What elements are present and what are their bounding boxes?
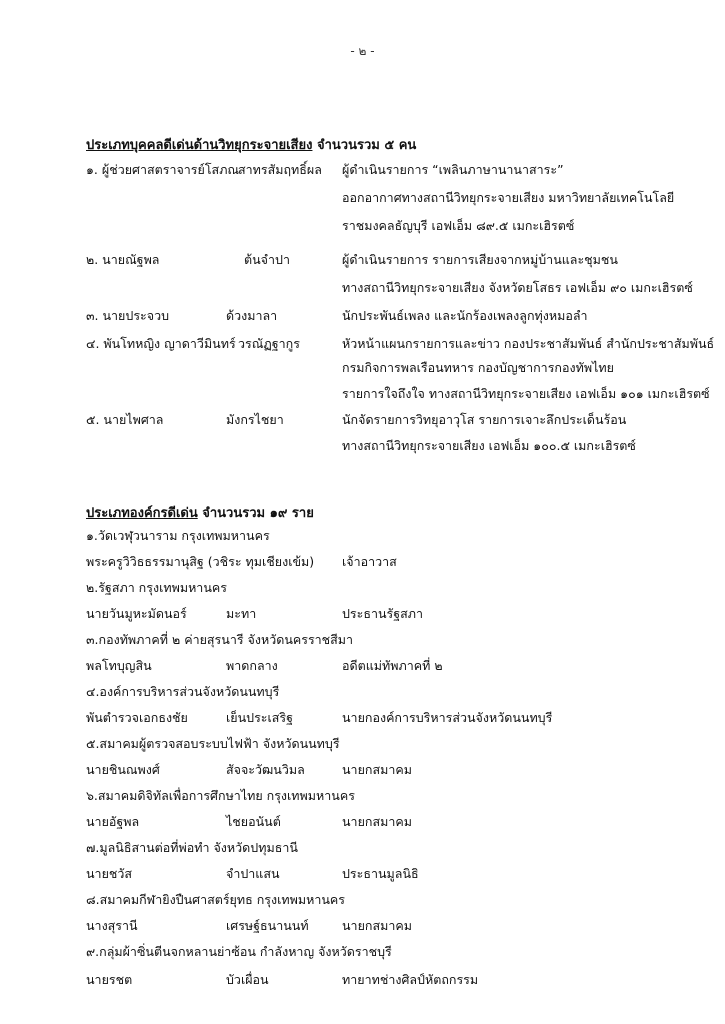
representative-name: นายรชต xyxy=(86,972,133,987)
person-row xyxy=(0,306,725,330)
section-heading-title: ประเภทบุคคลดีเด่นด้านวิทยุกระจายเสียง xyxy=(86,138,313,153)
org-representative-row xyxy=(0,656,725,680)
person-description: รายการใจถึงใจ ทางสถานีวิทยุกระจายเสียง เอฟเอ็ม ๑๐๑ เมกะเฮิรตซ์ xyxy=(342,386,710,401)
representative-name: นายชินณพงศ์ xyxy=(86,762,160,777)
representative-name: พระครูวิวิธธรรมานุสิฐ (วชิระ ทุมเชียงเข้ม) xyxy=(86,554,315,569)
representative-name: พลโทบุญสิน xyxy=(86,658,152,673)
person-row-continued xyxy=(0,188,725,212)
person-description: ราชมงคลธัญบุรี เอฟเอ็ม ๘๙.๕ เมกะเฮิรตซ์ xyxy=(342,218,575,233)
person-surname: วรณัฏฐากูร xyxy=(238,336,300,351)
person-row-continued xyxy=(0,278,725,302)
org-name: ๒.รัฐสภา กรุงเทพมหานคร xyxy=(86,580,227,595)
person-row xyxy=(0,334,725,358)
org-name: ๖.สมาคมดิจิทัลเพื่อการศึกษาไทย กรุงเทพมหานคร xyxy=(86,788,355,803)
person-row-continued xyxy=(0,436,725,460)
person-description: ผู้ดำเนินรายการ “เพลินภาษานานาสาระ” xyxy=(342,162,564,177)
person-row-continued xyxy=(0,384,725,408)
person-surname: ด้วงมาลา xyxy=(226,308,278,323)
org-row xyxy=(0,578,725,602)
person-description: นักประพันธ์เพลง และนักร้องเพลงลูกทุ่งหมอลำ xyxy=(342,308,588,323)
representative-role: นายกสมาคม xyxy=(342,918,412,933)
representative-name: นายชวัส xyxy=(86,866,133,881)
person-row xyxy=(0,410,725,434)
representative-role: นายกสมาคม xyxy=(342,814,412,829)
person-row xyxy=(0,250,725,274)
person-name: ๕. นายไพศาล xyxy=(86,412,164,427)
person-row xyxy=(0,160,725,184)
section-heading-count: จำนวนรวม ๑๙ ราย xyxy=(202,506,314,521)
representative-role: นายกสมาคม xyxy=(342,762,412,777)
org-row xyxy=(0,630,725,654)
org-name: ๘.สมาคมกีฬายิงปืนศาสตร์ยุทธ กรุงเทพมหานคร xyxy=(86,892,345,907)
org-representative-row xyxy=(0,708,725,732)
org-row xyxy=(0,526,725,550)
representative-name: นายวันมูหะมัดนอร์ xyxy=(86,606,187,621)
org-representative-row xyxy=(0,552,725,576)
org-row xyxy=(0,942,725,966)
representative-surname: บัวเผื่อน xyxy=(226,972,269,987)
representative-name: นายอัฐพล xyxy=(86,814,140,829)
person-description: กรมกิจการพลเรือนทหาร กองบัญชาการกองทัพไทย xyxy=(342,360,614,375)
representative-surname: เย็นประเสริฐ xyxy=(226,710,294,725)
org-name: ๗.มูลนิธิสานต่อที่พ่อทำ จังหวัดปทุมธานี xyxy=(86,840,298,855)
person-name: ๓. นายประจวบ xyxy=(86,308,170,323)
person-surname: มังกรไชยา xyxy=(226,412,284,427)
representative-role: อดีตแม่ทัพภาคที่ ๒ xyxy=(342,658,443,673)
org-representative-row xyxy=(0,916,725,940)
representative-surname: พาดกลาง xyxy=(226,658,278,673)
org-name: ๔.องค์การบริหารส่วนจังหวัดนนทบุรี xyxy=(86,684,280,699)
representative-surname: มะทา xyxy=(226,606,257,621)
org-row xyxy=(0,682,725,706)
org-name: ๙.กลุ่มผ้าซิ่นตีนจกหลานย่าซ้อน กำลังหาญ จังหวัดราชบุรี xyxy=(86,944,392,959)
org-representative-row xyxy=(0,760,725,784)
representative-surname: จำปาแสน xyxy=(226,866,280,881)
representative-role: ประธานมูลนิธิ xyxy=(342,866,419,881)
org-row xyxy=(0,786,725,810)
person-name: ๑. ผู้ช่วยศาสตราจารย์โสภณ xyxy=(86,162,240,177)
person-description: หัวหน้าแผนกรายการและข่าว กองประชาสัมพันธ์ สำนักประชาสัมพันธ์ xyxy=(342,336,715,351)
person-description: ทางสถานีวิทยุกระจายเสียง จังหวัดยโสธร เอฟเอ็ม ๙๐ เมกะเฮิรตซ์ xyxy=(342,280,693,295)
representative-name: พันตำรวจเอกธงชัย xyxy=(86,710,188,725)
org-name: ๕.สมาคมผู้ตรวจสอบระบบไฟฟ้า จังหวัดนนทบุรี xyxy=(86,736,340,751)
person-name: ๒. นายณัฐพล xyxy=(86,252,160,267)
org-name: ๓.กองทัพภาคที่ ๒ ค่ายสุรนารี จังหวัดนครราชสีมา xyxy=(86,632,354,647)
person-name: ๔. พันโทหญิง ญาดาวีมินทร์ xyxy=(86,336,236,351)
representative-role: ทายาทช่างศิลป์หัตถกรรม xyxy=(342,972,479,987)
org-representative-row xyxy=(0,970,725,994)
person-description: ผู้ดำเนินรายการ รายการเสียงจากหมู่บ้านและชุมชน xyxy=(342,252,618,267)
org-row xyxy=(0,838,725,862)
representative-role: ประธานรัฐสภา xyxy=(342,606,424,621)
org-row xyxy=(0,734,725,758)
representative-surname: สัจจะวัฒนวิมล xyxy=(226,762,305,777)
person-row-continued xyxy=(0,358,725,382)
section-heading-title: ประเภทองค์กรดีเด่น xyxy=(86,506,198,521)
section-heading-organizations xyxy=(86,502,314,523)
person-description: ทางสถานีวิทยุกระจายเสียง เอฟเอ็ม ๑๐๐.๕ เมกะเฮิรตซ์ xyxy=(342,438,636,453)
representative-name: นางสุรานี xyxy=(86,918,138,933)
person-row-continued xyxy=(0,216,725,240)
org-name: ๑.วัดเวฬุวนาราม กรุงเทพมหานคร xyxy=(86,528,270,543)
page-number: - ๒ - xyxy=(350,44,375,58)
org-representative-row xyxy=(0,812,725,836)
representative-surname: ไชยอนันต์ xyxy=(226,814,281,829)
org-representative-row xyxy=(0,864,725,888)
representative-surname: เศรษฐ์ธนานนท์ xyxy=(226,918,309,933)
section-heading-individuals xyxy=(86,134,416,155)
person-description: ออกอากาศทางสถานีวิทยุกระจายเสียง มหาวิทยาลัยเทคโนโลยี xyxy=(342,190,675,205)
person-surname: ต้นจำปา xyxy=(244,252,290,267)
representative-role: เจ้าอาวาส xyxy=(342,554,397,569)
org-row xyxy=(0,890,725,914)
org-representative-row xyxy=(0,604,725,628)
person-surname: สาทรสัมฤทธิ์ผล xyxy=(238,162,322,177)
section-heading-count: จำนวนรวม ๕ คน xyxy=(316,138,417,153)
representative-role: นายกองค์การบริหารส่วนจังหวัดนนทบุรี xyxy=(342,710,553,725)
person-description: นักจัดรายการวิทยุอาวุโส รายการเจาะลึกประเด็นร้อน xyxy=(342,412,627,427)
